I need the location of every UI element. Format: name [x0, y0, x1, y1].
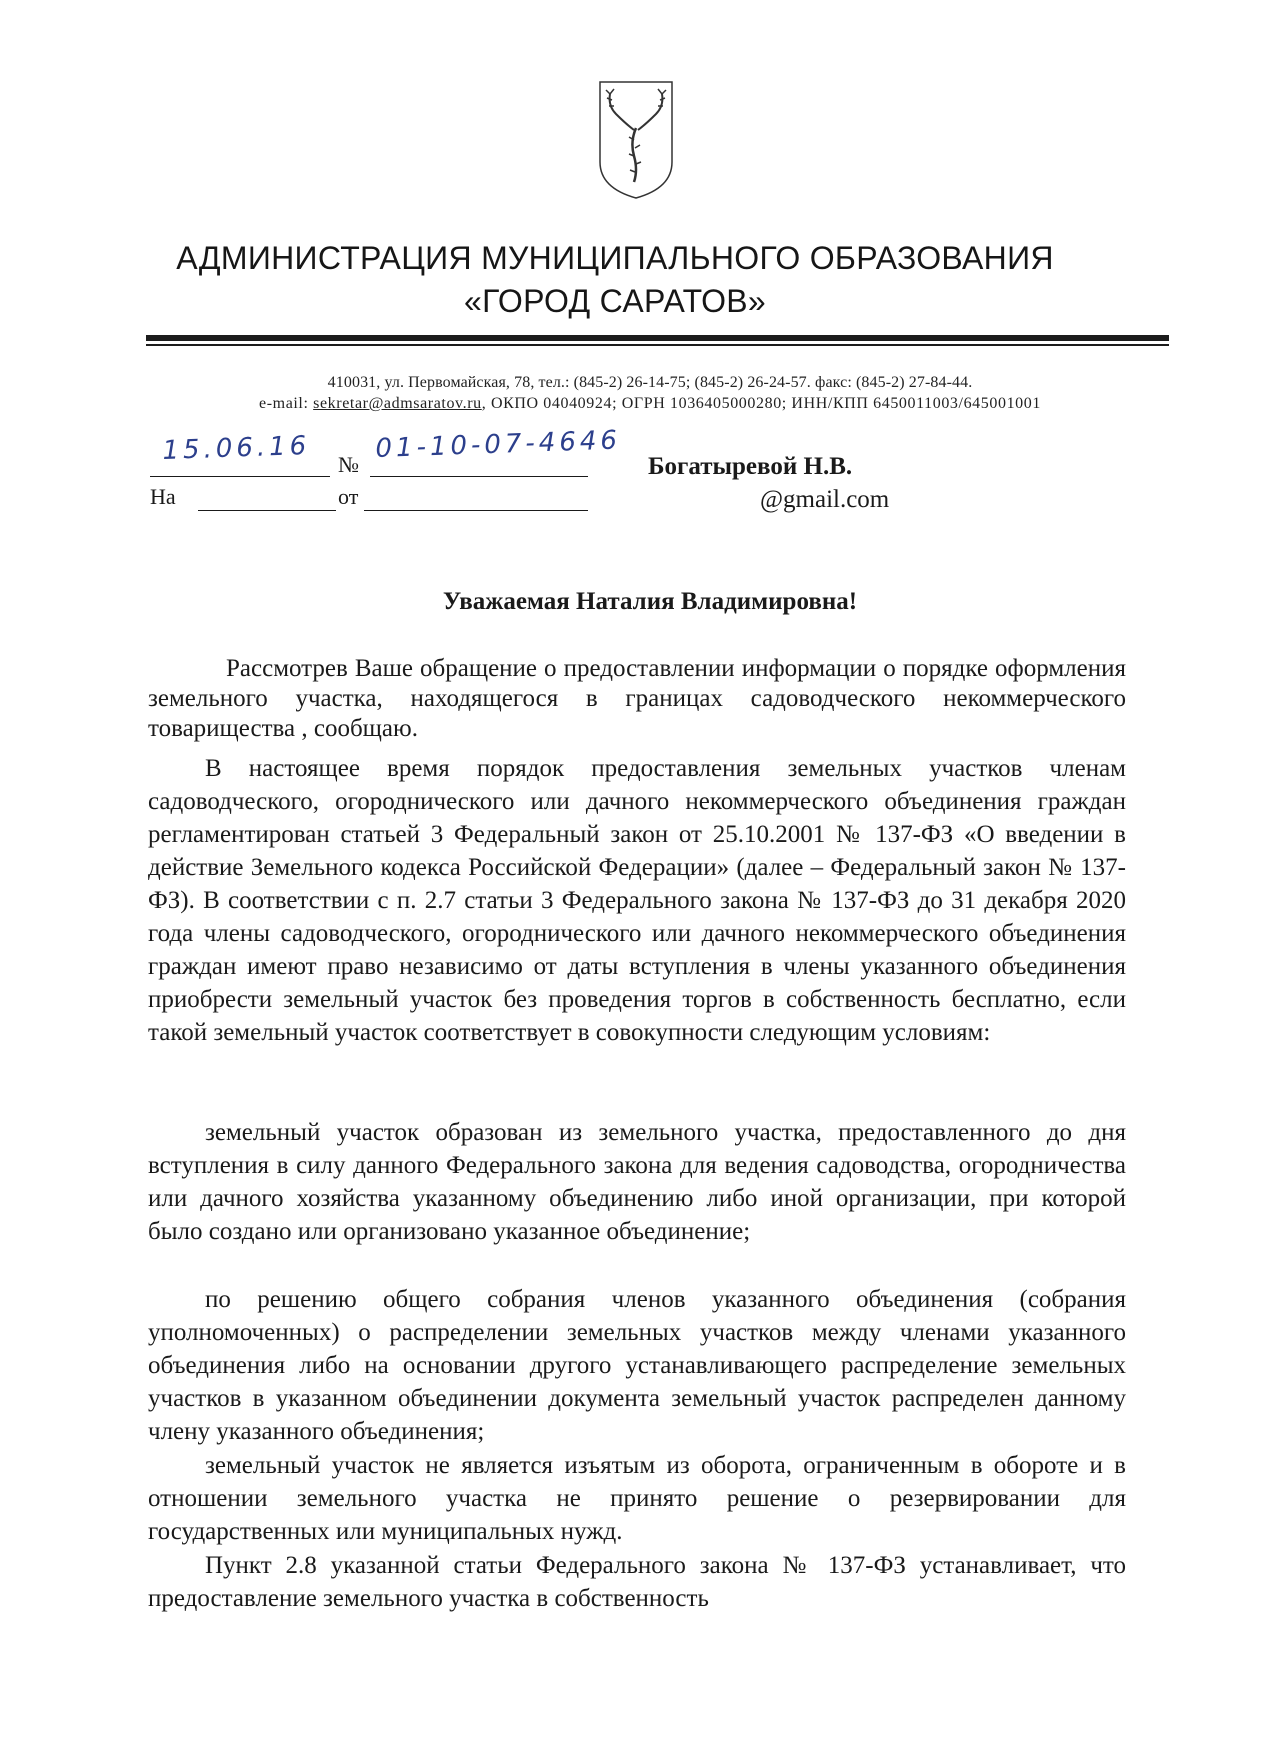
header-divider-thick	[146, 335, 1169, 341]
ot-label: от	[338, 484, 359, 509]
email-link[interactable]: sekretar@admsaratov.ru	[313, 395, 482, 412]
greeting: Уважаемая Наталия Владимировна!	[442, 588, 858, 615]
paragraph-1: Рассмотрев Ваше обращение о предоставлении информации о порядке оформления земельного участка, находящегося в границах садоводческого некоммерческого товарищества , сообщаю.	[148, 655, 1126, 742]
addressee-email: @gmail.com	[760, 486, 890, 513]
paragraph-4: по решению общего собрания членов указанного объединения (собрания уполномоченных) о распределении земельных участков между членами указанного объединения либо на основании другого устанавливающего распределение земельных участков в указанном объединении документа земельный участок распределен данному члену указанного объединения;	[148, 1286, 1126, 1445]
number-sign: №	[338, 452, 359, 477]
email-prefix: e-mail:	[259, 395, 314, 412]
number-underline	[370, 476, 588, 477]
date-underline	[150, 476, 330, 477]
ot-underline	[364, 510, 588, 511]
addressee-name: Богатыревой Н.В.	[648, 453, 853, 480]
saratov-coat-of-arms-icon	[596, 80, 676, 200]
handwritten-registration-number: 01-10-07-4646	[374, 425, 622, 464]
paragraph-2: В настоящее время порядок предоставления земельных участков членам садоводческого, огороднического или дачного некоммерческого объединения граждан регламентирован статьей 3 Федеральный закон от 25.10.2001 № 137-ФЗ «О введении в действие Земельного кодекса Российской Федерации» (далее – Федеральный закон № 137-ФЗ). В соответствии с п. 2.7 статьи 3 Федерального закона № 137-ФЗ до 31 декабря 2020 года члены садоводческого, огороднического или дачного некоммерческого объединения граждан имеют право независимо от даты вступления в члены указанного объединения приобрести земельный участок без проведения торгов в собственность бесплатно, если такой земельный участок соответствует в совокупности следующим условиям:	[148, 755, 1126, 1046]
paragraph-5: земельный участок не является изъятым из оборота, ограниченным в обороте и в отношении земельного участка не принято решение о резервировании для государственных или муниципальных нужд.	[148, 1452, 1126, 1545]
na-underline	[198, 510, 336, 511]
handwritten-date: 15.06.16	[161, 430, 311, 466]
organization-title-line-2: «ГОРОД САРАТОВ»	[463, 283, 767, 319]
header-divider-thin	[146, 344, 1169, 346]
paragraph-6: Пункт 2.8 указанной статьи Федерального закона № 137-ФЗ устанавливает, что предоставление земельного участка в собственность	[148, 1552, 1126, 1612]
contacts-line-2	[150, 395, 1150, 413]
paragraph-3: земельный участок образован из земельного участка, предоставленного до дня вступления в силу данного Федерального закона для ведения садоводства, огородничества или дачного хозяйства указанному объединению либо иной организации, при которой было создано или организовано указанное объединение;	[148, 1119, 1126, 1245]
na-label: На	[150, 484, 176, 509]
registration-codes: , ОКПО 04040924; ОГРН 1036405000280; ИНН/КПП 6450011003/645001001	[481, 395, 1041, 412]
contacts-line-1: 410031, ул. Первомайская, 78, тел.: (845-2) 26-14-75; (845-2) 26-24-57. факс: (845-2) 27-84-44.	[327, 374, 973, 391]
organization-title-line-1: АДМИНИСТРАЦИЯ МУНИЦИПАЛЬНОГО ОБРАЗОВАНИЯ	[176, 240, 1054, 276]
